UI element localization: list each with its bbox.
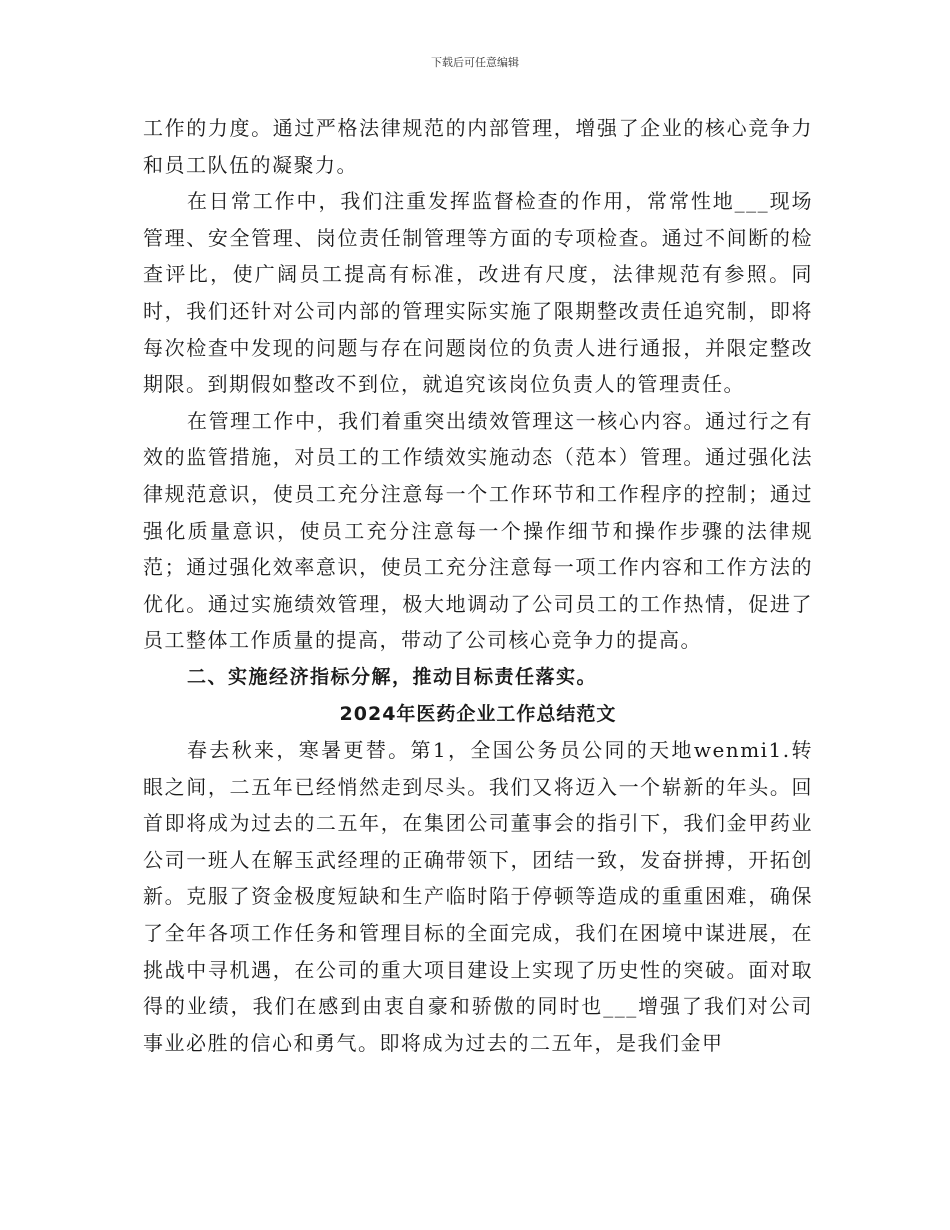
page-header: 下载后可任意编辑 [431,56,519,69]
section-heading: 二、实施经济指标分解，推动目标责任落实。 [187,665,598,688]
document-title: 2024年医药企业工作总结范文 [339,702,617,725]
paragraph-continuation: 工作的力度。通过严格法律规范的内部管理，增强了企业的核心竞争力和员工队伍的凝聚力。 [143,116,813,177]
document-body [143,110,813,1061]
paragraph-intro: 春去秋来，寒暑更替。第1，全国公务员公同的天地wenmi1.转眼之间，二五年已经悄然走到尽头。我们又将迈入一个崭新的年头。回首即将成为过去的二五年，在集团公司董事会的指引下，我们金甲药业公司一班人在解玉武经理的正确带领下，团结一致，发奋拼搏，开拓创新。克服了资金极度短缺和生产临时陷于停顿等造成的重重困难，确保了全年各项工作任务和管理目标的全面完成，我们在困境中谋进展，在挑战中寻机遇，在公司的重大项目建设上实现了历史性的突破。面对取得的业绩，我们在感到由衷自豪和骄傲的同时也___增强了我们对公司事业必胜的信心和勇气。即将成为过去的二五年，是我们金甲 [143,738,813,1055]
paragraph-supervision: 在日常工作中，我们注重发挥监督检查的作用，常常性地___现场管理、安全管理、岗位责任制管理等方面的专项检查。通过不间断的检查评比，使广阔员工提高有标准，改进有尺度，法律规范有参照。同时，我们还针对公司内部的管理实际实施了限期整改责任追究制，即将每次检查中发现的问题与存在问题岗位的负责人进行通报，并限定整改期限。到期假如整改不到位，就追究该岗位负责人的管理责任。 [143,189,813,397]
paragraph-performance: 在管理工作中，我们着重突出绩效管理这一核心内容。通过行之有效的监管措施，对员工的工作绩效实施动态（范本）管理。通过强化法律规范意识，使员工充分注意每一个工作环节和工作程序的控制；通过强化质量意识，使员工充分注意每一个操作细节和操作步骤的法律规范；通过强化效率意识，使员工充分注意每一项工作内容和工作方法的优化。通过实施绩效管理，极大地调动了公司员工的工作热情，促进了员工整体工作质量的提高，带动了公司核心竞争力的提高。 [143,408,813,653]
